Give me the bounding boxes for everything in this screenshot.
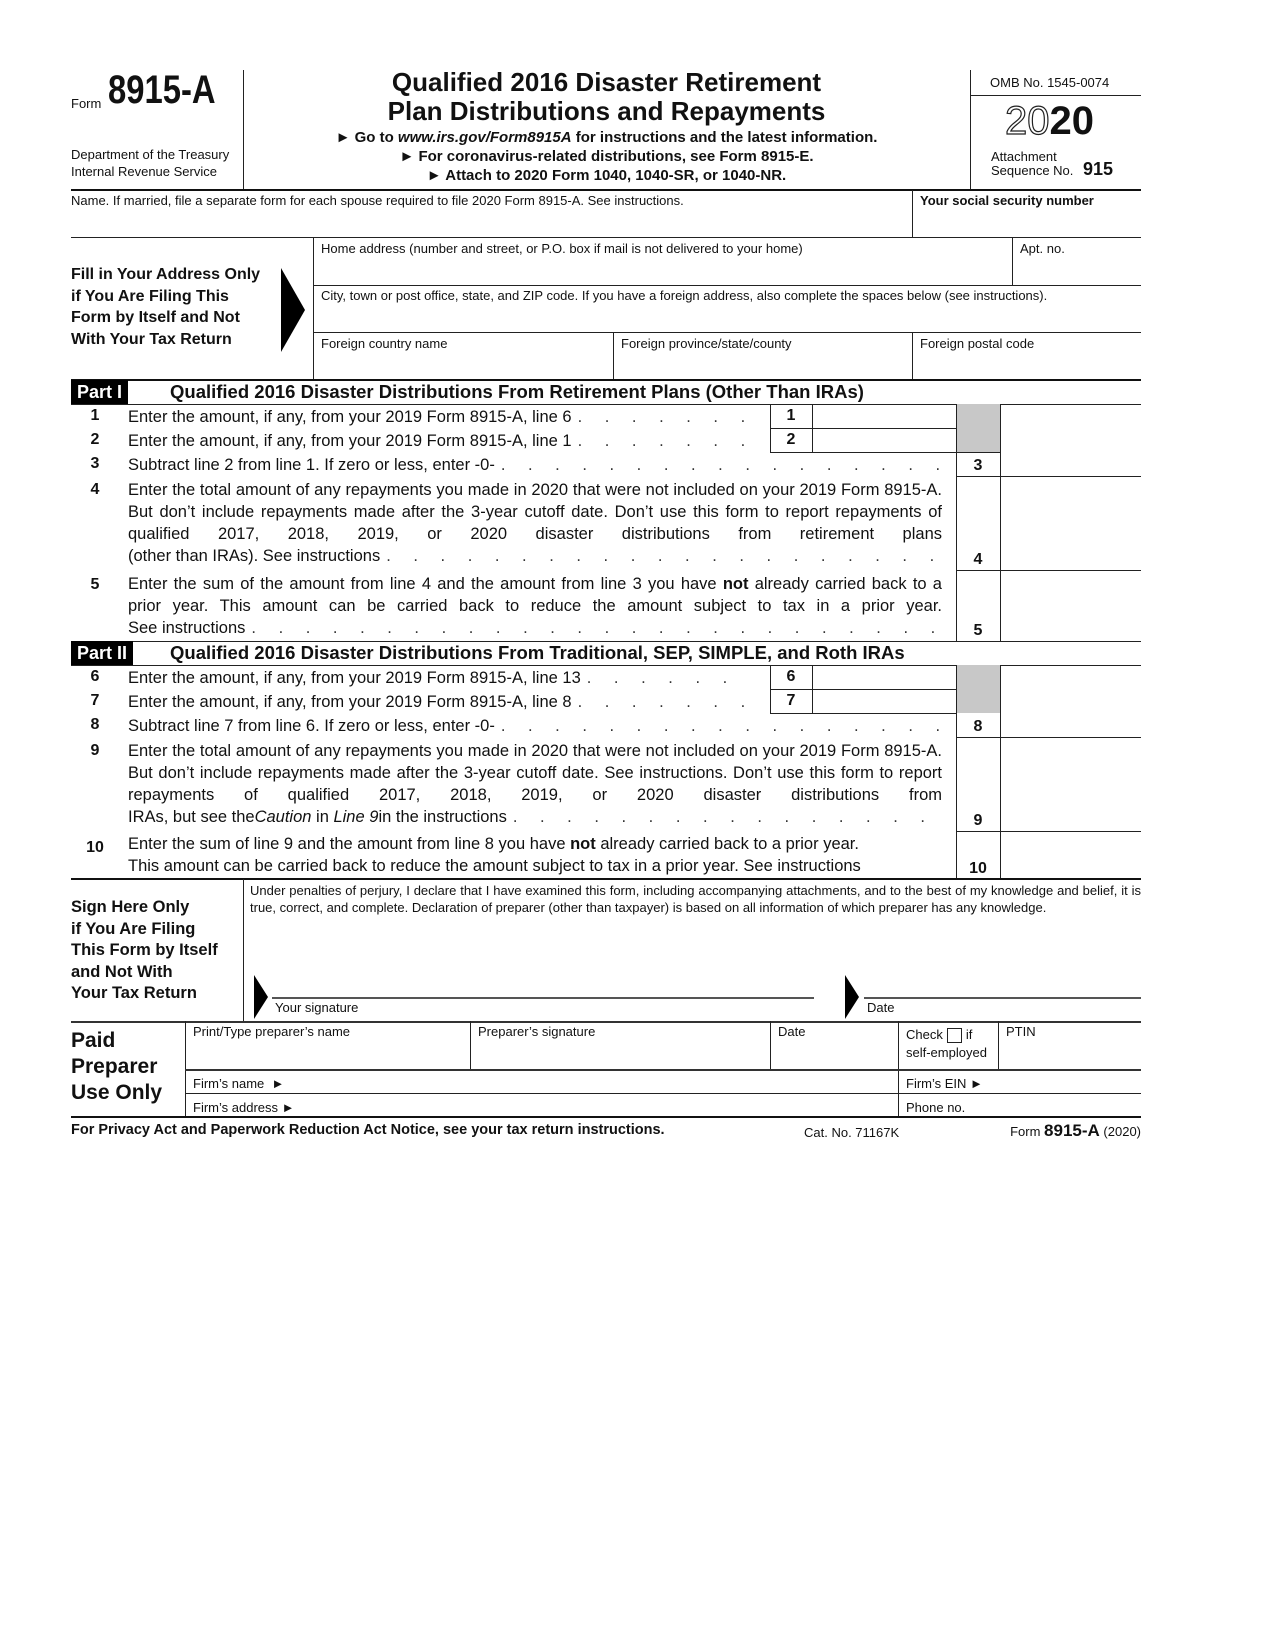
name-label: Name. If married, file a separate form for each spouse required to file 2020 Form 8915-A. See instructions.	[71, 193, 684, 208]
city-field[interactable]	[314, 304, 1140, 331]
home-address-label: Home address (number and street, or P.O. box if mail is not delivered to your home)	[321, 241, 803, 256]
firm-name-label: Firm’s name ►	[193, 1076, 285, 1091]
footer-form-id: Form 8915-A (2020)	[1010, 1121, 1141, 1140]
foreign-province-label: Foreign province/state/county	[621, 336, 792, 351]
line-number: 5	[90, 576, 100, 593]
attachment-label: Attachment	[991, 149, 1057, 164]
line5-box-label: 5	[973, 622, 983, 639]
preparer-heading-line: Preparer	[71, 1055, 158, 1078]
self-employed-label: self-employed	[906, 1045, 987, 1060]
line6-text: Enter the amount, if any, from your 2019 Form 8915-A, line 13 . . .	[128, 667, 748, 689]
sequence-number: 915	[1083, 159, 1114, 179]
line6-box-label: 6	[786, 668, 796, 685]
check-label: Check	[906, 1027, 943, 1042]
line-number: 10	[86, 839, 104, 856]
line3-text: Subtract line 2 from line 1. If zero or less, enter -0- . . .	[128, 454, 942, 476]
part1-title: Qualified 2016 Disaster Distributions From Retirement Plans (Other Than IRAs)	[170, 381, 864, 402]
instruction-coronavirus: ► For coronavirus-related distributions, see Form 8915-E.	[399, 148, 814, 165]
firm-address-field[interactable]	[305, 1095, 896, 1116]
line-number: 8	[90, 716, 100, 733]
line9-text: Enter the total amount of any repayments you made in 2020 that were not included on your 2019 Form 8915-A. But don’t include repayments made after the 3-year cutoff date. See instructions. Don’t use this form to report repayments of qualified 2017, 2018, 2019, or 2020 disaster distributions from IRAs, but see the Caution in Line 9 in the instructions . . .	[128, 740, 942, 828]
preparer-name-field[interactable]	[186, 1040, 469, 1068]
line4-amount-field[interactable]	[1001, 477, 1141, 569]
line1-amount-field[interactable]	[813, 405, 955, 427]
catalog-number: Cat. No. 71167K	[804, 1125, 900, 1140]
part2-tab: Part II	[71, 641, 133, 665]
instruction-goto-end: for instructions and the latest information.	[571, 129, 878, 146]
ptin-field[interactable]	[999, 1040, 1140, 1068]
ptin-label: PTIN	[1006, 1024, 1036, 1039]
foreign-country-label: Foreign country name	[321, 336, 448, 351]
name-field[interactable]	[71, 208, 911, 236]
line-number: 4	[90, 481, 100, 498]
sequence-label: Sequence No.	[991, 163, 1074, 178]
preparer-signature-field[interactable]	[471, 1040, 769, 1068]
line3-box-label: 3	[973, 457, 983, 474]
sign-note-line: and Not With	[71, 962, 173, 981]
line9-box-label: 9	[973, 812, 983, 829]
line-number: 3	[90, 455, 100, 472]
line10-box-label: 10	[969, 860, 987, 877]
sign-date-label: Date	[867, 1000, 895, 1015]
firm-ein-field[interactable]	[990, 1071, 1140, 1092]
irs-url-link[interactable]: www.irs.gov/Form8915A	[397, 129, 572, 146]
foreign-postal-label: Foreign postal code	[920, 336, 1035, 351]
perjury-statement: Under penalties of perjury, I declare that I have examined this form, including accompanying attachments, and to the best of my knowledge and belief, it is true, correct, and complete. Declaration of preparer (other than taxpayer) is based on all information of which preparer has any knowledge.	[250, 883, 1141, 915]
line-number: 7	[90, 692, 100, 709]
part2-title: Qualified 2016 Disaster Distributions From Traditional, SEP, SIMPLE, and Roth IRAs	[170, 642, 905, 663]
line10-text: Enter the sum of line 9 and the amount from line 8 you have not already carried back to a prior year. This amount can be carried back to reduce the amount subject to tax in a prior year. See instructions	[128, 835, 861, 875]
sign-date-field[interactable]	[864, 960, 1141, 996]
line8-box-label: 8	[973, 718, 983, 735]
sign-note-line: This Form by Itself	[71, 941, 218, 959]
part1-tab: Part I	[71, 380, 128, 404]
line6-amount-field[interactable]	[813, 666, 955, 688]
firm-address-label: Firm’s address ►	[193, 1100, 295, 1115]
line4-box-label: 4	[973, 551, 983, 568]
line5-amount-field[interactable]	[1001, 571, 1141, 640]
address-note-line: Form by Itself and Not	[71, 309, 240, 326]
line7-amount-field[interactable]	[813, 690, 955, 712]
preparer-signature-label: Preparer’s signature	[478, 1024, 596, 1039]
line-number: 1	[90, 407, 100, 424]
instruction-goto: ► Go to	[335, 129, 398, 146]
irs-label: Internal Revenue Service	[71, 164, 217, 179]
preparer-heading-line: Paid	[71, 1029, 116, 1052]
dept-treasury: Department of the Treasury	[71, 147, 230, 162]
instruction-attach: ► Attach to 2020 Form 1040, 1040-SR, or 1040-NR.	[426, 167, 787, 184]
sign-note-line: Your Tax Return	[71, 984, 197, 1002]
ssn-label: Your social security number	[920, 193, 1094, 208]
if-label: if	[965, 1027, 973, 1042]
preparer-name-label: Print/Type preparer’s name	[193, 1024, 351, 1039]
sign-arrow-icon	[254, 975, 268, 1019]
privacy-notice: For Privacy Act and Paperwork Reduction Act Notice, see your tax return instructions.	[71, 1122, 665, 1138]
line-number: 6	[90, 668, 100, 685]
apt-label: Apt. no.	[1020, 241, 1065, 256]
line10-amount-field[interactable]	[1001, 832, 1141, 878]
line2-amount-field[interactable]	[813, 429, 955, 451]
arrow-icon	[281, 268, 305, 352]
line9-amount-field[interactable]	[1001, 738, 1141, 830]
preparer-date-field[interactable]	[771, 1040, 897, 1068]
ssn-field[interactable]	[914, 208, 1140, 236]
address-note-line: if You Are Filing This	[71, 287, 229, 305]
line1-text: Enter the amount, if any, from your 2019 Form 8915-A, line 6 . . .	[128, 406, 748, 428]
omb-number: OMB No. 1545-0074	[990, 75, 1110, 90]
line7-box-label: 7	[786, 692, 796, 709]
line3-amount-field[interactable]	[1001, 453, 1141, 475]
form-title-line1: Qualified 2016 Disaster Retirement	[391, 67, 822, 97]
signature-field[interactable]	[272, 960, 814, 996]
line2-box-label: 2	[786, 431, 796, 448]
line8-text: Subtract line 7 from line 6. If zero or less, enter -0- . . .	[128, 715, 942, 737]
tax-year: 2020	[1005, 99, 1094, 143]
form-number: 8915-A	[108, 68, 216, 112]
line1-box-label: 1	[786, 407, 796, 424]
line8-amount-field[interactable]	[1001, 714, 1141, 736]
line2-text: Enter the amount, if any, from your 2019 Form 8915-A, line 1 . . .	[128, 430, 748, 452]
self-employed-checkbox[interactable]	[947, 1028, 962, 1043]
form-title-line2: Plan Distributions and Repayments	[387, 96, 826, 126]
city-label: City, town or post office, state, and ZIP code. If you have a foreign address, also complete the spaces below (see instructions).	[321, 288, 1048, 303]
preparer-date-label: Date	[778, 1024, 806, 1039]
line5-text: Enter the sum of the amount from line 4 and the amount from line 3 you have not already carried back to a prior year. This amount can be carried back to reduce the amount subject to tax in a prior year. See instructions . . .	[128, 573, 942, 639]
form-word: Form	[71, 96, 102, 111]
phone-label: Phone no.	[906, 1100, 966, 1115]
line-number: 2	[90, 431, 100, 448]
phone-field[interactable]	[970, 1095, 1140, 1116]
line-number: 9	[90, 742, 100, 759]
date-arrow-icon	[845, 975, 859, 1019]
line4-text: Enter the total amount of any repayments you made in 2020 that were not included on your 2019 Form 8915-A. But don’t include repayments made after the 3-year cutoff date. Don’t use this form to report repayments of qualified 2017, 2018, 2019, or 2020 disaster distributions from retirement plans (other than IRAs). See instructions . . .	[128, 479, 942, 567]
sign-note-line: Sign Here Only	[71, 898, 190, 916]
address-note-line: Fill in Your Address Only	[71, 266, 261, 283]
preparer-heading-line: Use Only	[71, 1081, 163, 1104]
sign-note-line: if You Are Filing	[71, 919, 196, 938]
address-note-line: With Your Tax Return	[71, 330, 232, 348]
home-address-field[interactable]	[314, 256, 1011, 284]
your-signature-label: Your signature	[275, 1000, 359, 1015]
line7-text: Enter the amount, if any, from your 2019 Form 8915-A, line 8 . . .	[128, 691, 748, 713]
apt-field[interactable]	[1013, 256, 1140, 284]
firm-ein-label: Firm’s EIN ►	[906, 1076, 983, 1091]
firm-name-field[interactable]	[310, 1071, 896, 1092]
